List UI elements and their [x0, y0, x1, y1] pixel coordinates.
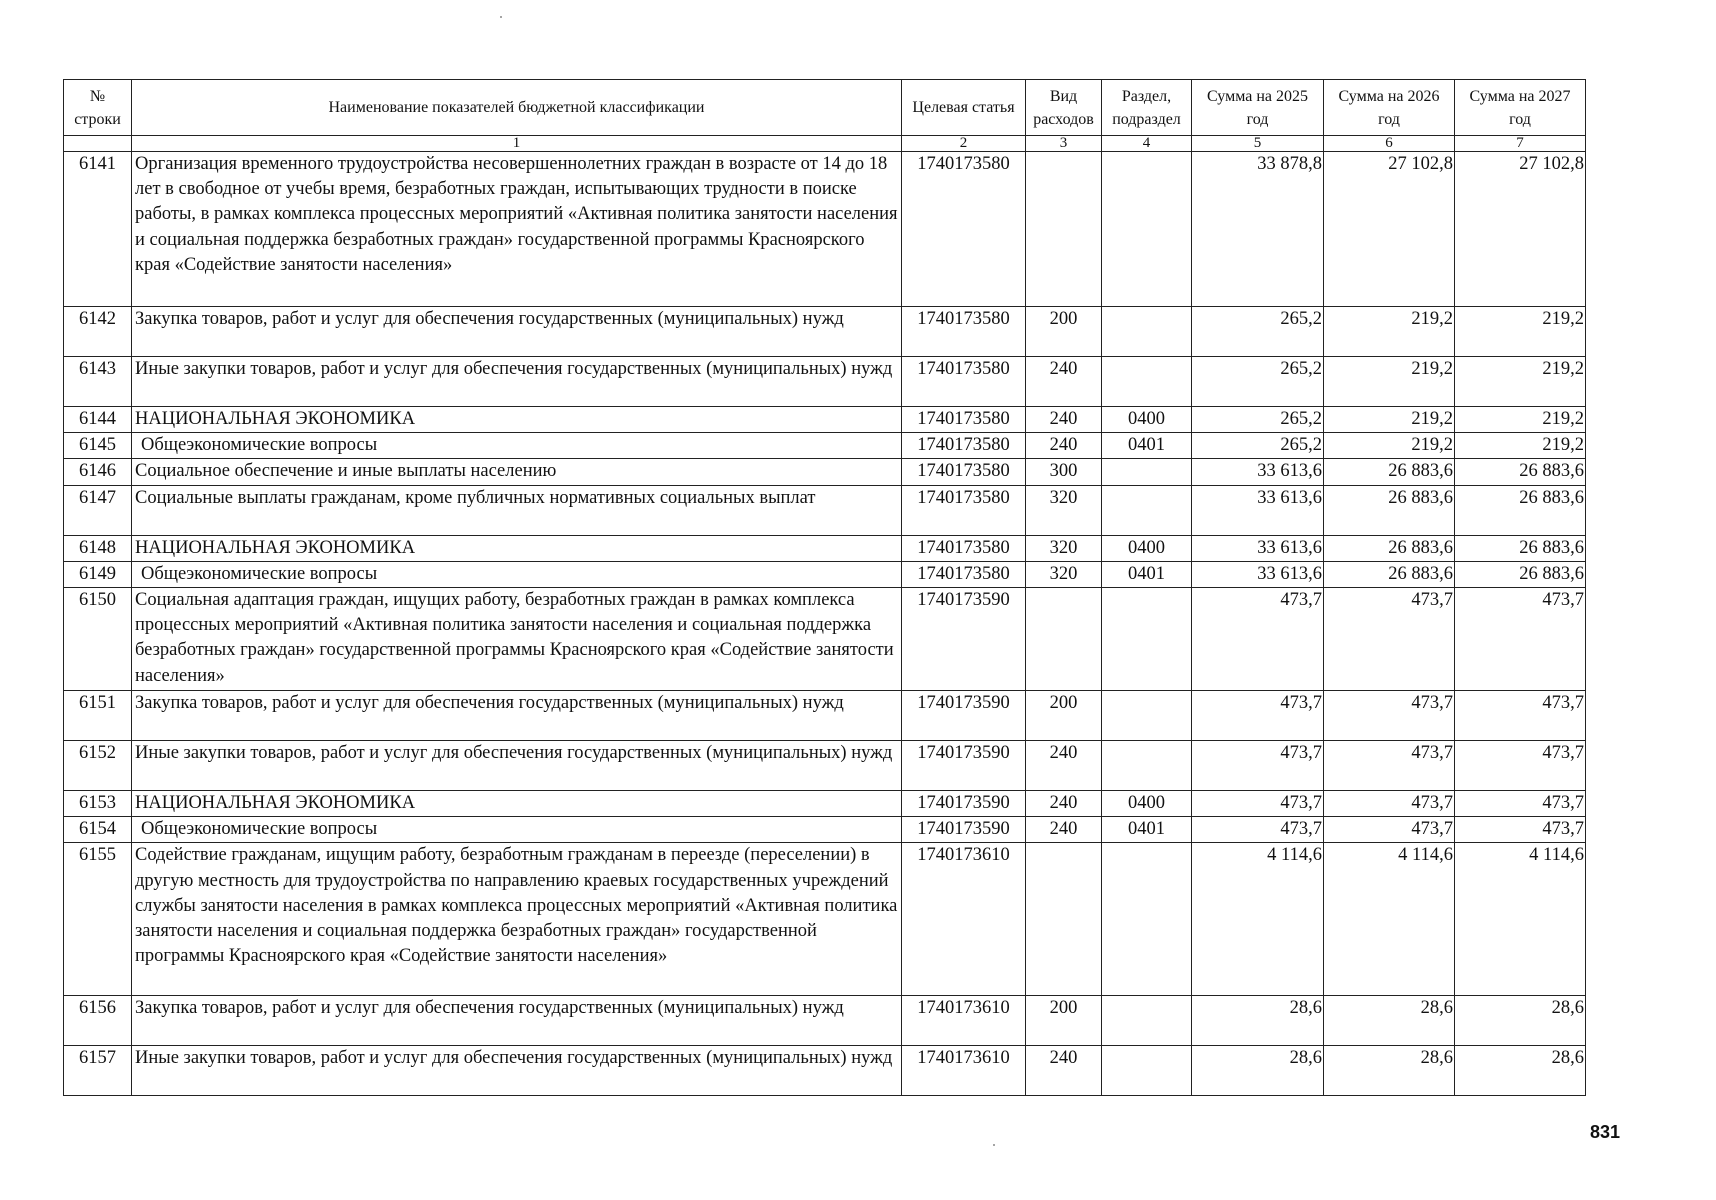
row-number: 6143 — [64, 357, 132, 407]
row-number: 6156 — [64, 996, 132, 1046]
row-sum-2027: 26 883,6 — [1455, 535, 1586, 561]
table-row — [64, 407, 1586, 433]
row-sum-2026: 219,2 — [1324, 357, 1455, 407]
row-sum-2026: 28,6 — [1324, 1046, 1455, 1096]
table-row — [64, 459, 1586, 485]
table-row — [64, 817, 1586, 843]
table-row — [64, 691, 1586, 741]
table-row — [64, 535, 1586, 561]
row-sum-2026: 26 883,6 — [1324, 459, 1455, 485]
table-body — [64, 152, 1586, 1096]
column-number: 3 — [1026, 136, 1102, 152]
row-target-code: 1740173580 — [902, 407, 1026, 433]
column-number: 7 — [1455, 136, 1586, 152]
row-section-code — [1102, 152, 1192, 307]
row-expense-type: 240 — [1026, 791, 1102, 817]
page-number: 831 — [1590, 1122, 1621, 1142]
scan-speck — [500, 16, 502, 18]
row-sum-2026: 26 883,6 — [1324, 485, 1455, 535]
table-row — [64, 433, 1586, 459]
row-sum-2027: 219,2 — [1455, 433, 1586, 459]
row-sum-2026: 219,2 — [1324, 433, 1455, 459]
row-sum-2025: 265,2 — [1192, 407, 1324, 433]
table-row — [64, 485, 1586, 535]
row-number: 6142 — [64, 307, 132, 357]
row-name: Закупка товаров, работ и услуг для обеспечения государственных (муниципальных) нужд — [132, 996, 902, 1046]
row-expense-type: 320 — [1026, 535, 1102, 561]
row-number: 6148 — [64, 535, 132, 561]
row-section-code — [1102, 459, 1192, 485]
row-name: Организация временного трудоустройства несовершеннолетних граждан в возрасте от 14 до 18 лет в свободное от учебы время, безработных граждан, испытывающих трудности в поиске работы, в рамках комплекса процессных мероприятий «Активная политика занятости населения и социальная поддержка безработных граждан» государственной программы Красноярского края «Содействие занятости населения» — [132, 152, 902, 307]
row-section-code: 0400 — [1102, 535, 1192, 561]
column-number: 5 — [1192, 136, 1324, 152]
row-target-code: 1740173590 — [902, 741, 1026, 791]
table-row — [64, 1046, 1586, 1096]
row-sum-2025: 473,7 — [1192, 588, 1324, 691]
row-section-code: 0400 — [1102, 407, 1192, 433]
row-expense-type — [1026, 152, 1102, 307]
row-target-code: 1740173590 — [902, 791, 1026, 817]
row-name: Социальная адаптация граждан, ищущих работу, безработных граждан в рамках комплекса процессных мероприятий «Активная политика занятости населения и социальная поддержка безработных граждан» государственной программы Красноярского края «Содействие занятости населения» — [132, 588, 902, 691]
row-sum-2025: 33 878,8 — [1192, 152, 1324, 307]
column-number: 4 — [1102, 136, 1192, 152]
header-sum-2026: Сумма на 2026 год — [1324, 80, 1455, 136]
row-section-code — [1102, 307, 1192, 357]
row-expense-type: 240 — [1026, 357, 1102, 407]
table-row — [64, 791, 1586, 817]
row-target-code: 1740173610 — [902, 996, 1026, 1046]
row-name: НАЦИОНАЛЬНАЯ ЭКОНОМИКА — [132, 535, 902, 561]
row-expense-type — [1026, 588, 1102, 691]
table-row — [64, 996, 1586, 1046]
column-number: 6 — [1324, 136, 1455, 152]
row-name: Иные закупки товаров, работ и услуг для обеспечения государственных (муниципальных) нужд — [132, 1046, 902, 1096]
row-sum-2027: 4 114,6 — [1455, 843, 1586, 996]
row-number: 6154 — [64, 817, 132, 843]
row-section-code — [1102, 691, 1192, 741]
row-sum-2025: 265,2 — [1192, 357, 1324, 407]
row-expense-type: 240 — [1026, 1046, 1102, 1096]
table-row — [64, 307, 1586, 357]
row-sum-2025: 473,7 — [1192, 691, 1324, 741]
row-sum-2025: 33 613,6 — [1192, 561, 1324, 587]
row-number: 6144 — [64, 407, 132, 433]
row-target-code: 1740173580 — [902, 152, 1026, 307]
header-section: Раздел, подраздел — [1102, 80, 1192, 136]
row-sum-2026: 27 102,8 — [1324, 152, 1455, 307]
row-sum-2025: 28,6 — [1192, 996, 1324, 1046]
row-sum-2026: 473,7 — [1324, 691, 1455, 741]
row-number: 6147 — [64, 485, 132, 535]
row-sum-2025: 4 114,6 — [1192, 843, 1324, 996]
row-sum-2025: 28,6 — [1192, 1046, 1324, 1096]
table-row — [64, 588, 1586, 691]
header-row — [64, 80, 1586, 136]
row-sum-2025: 33 613,6 — [1192, 535, 1324, 561]
row-target-code: 1740173580 — [902, 459, 1026, 485]
row-sum-2027: 26 883,6 — [1455, 459, 1586, 485]
row-sum-2027: 28,6 — [1455, 996, 1586, 1046]
row-target-code: 1740173580 — [902, 485, 1026, 535]
table-row — [64, 152, 1586, 307]
row-sum-2026: 28,6 — [1324, 996, 1455, 1046]
row-sum-2026: 26 883,6 — [1324, 535, 1455, 561]
row-number: 6151 — [64, 691, 132, 741]
table-header — [64, 80, 1586, 152]
row-sum-2027: 219,2 — [1455, 357, 1586, 407]
row-sum-2027: 27 102,8 — [1455, 152, 1586, 307]
row-sum-2025: 473,7 — [1192, 741, 1324, 791]
row-section-code — [1102, 996, 1192, 1046]
column-number: 2 — [902, 136, 1026, 152]
row-target-code: 1740173580 — [902, 307, 1026, 357]
row-sum-2027: 26 883,6 — [1455, 485, 1586, 535]
row-target-code: 1740173610 — [902, 1046, 1026, 1096]
row-section-code — [1102, 485, 1192, 535]
row-number: 6145 — [64, 433, 132, 459]
row-target-code: 1740173590 — [902, 691, 1026, 741]
row-section-code: 0400 — [1102, 791, 1192, 817]
row-name: Социальные выплаты гражданам, кроме публичных нормативных социальных выплат — [132, 485, 902, 535]
row-section-code: 0401 — [1102, 561, 1192, 587]
row-target-code: 1740173580 — [902, 561, 1026, 587]
row-target-code: 1740173590 — [902, 817, 1026, 843]
row-sum-2026: 473,7 — [1324, 741, 1455, 791]
row-number: 6157 — [64, 1046, 132, 1096]
scan-speck — [993, 1144, 995, 1146]
row-sum-2027: 219,2 — [1455, 307, 1586, 357]
row-sum-2026: 473,7 — [1324, 791, 1455, 817]
row-expense-type: 320 — [1026, 561, 1102, 587]
row-target-code: 1740173580 — [902, 357, 1026, 407]
header-name: Наименование показателей бюджетной классификации — [132, 80, 902, 136]
row-section-code — [1102, 357, 1192, 407]
row-expense-type: 240 — [1026, 741, 1102, 791]
row-sum-2027: 28,6 — [1455, 1046, 1586, 1096]
row-number: 6153 — [64, 791, 132, 817]
table-row — [64, 741, 1586, 791]
row-expense-type: 240 — [1026, 817, 1102, 843]
row-name: Содействие гражданам, ищущим работу, безработным гражданам в переезде (переселении) в другую местность для трудоустройства по направлению краевых государственных учреждений службы занятости населения в рамках комплекса процессных мероприятий «Активная политика занятости населения и социальная поддержка безработных граждан» государственной программы Красноярского края «Содействие занятости населения» — [132, 843, 902, 996]
row-sum-2026: 219,2 — [1324, 407, 1455, 433]
row-sum-2026: 473,7 — [1324, 588, 1455, 691]
row-number: 6146 — [64, 459, 132, 485]
row-sum-2027: 26 883,6 — [1455, 561, 1586, 587]
row-name: Закупка товаров, работ и услуг для обеспечения государственных (муниципальных) нужд — [132, 307, 902, 357]
column-number-row — [64, 136, 1586, 152]
row-sum-2025: 265,2 — [1192, 433, 1324, 459]
row-expense-type: 300 — [1026, 459, 1102, 485]
row-name: Иные закупки товаров, работ и услуг для обеспечения государственных (муниципальных) нужд — [132, 357, 902, 407]
column-number: 1 — [132, 136, 902, 152]
row-sum-2027: 219,2 — [1455, 407, 1586, 433]
row-number: 6141 — [64, 152, 132, 307]
row-target-code: 1740173590 — [902, 588, 1026, 691]
row-name: Социальное обеспечение и иные выплаты населению — [132, 459, 902, 485]
row-sum-2027: 473,7 — [1455, 791, 1586, 817]
header-sum-2027: Сумма на 2027 год — [1455, 80, 1586, 136]
row-sum-2026: 26 883,6 — [1324, 561, 1455, 587]
row-name: НАЦИОНАЛЬНАЯ ЭКОНОМИКА — [132, 407, 902, 433]
row-expense-type: 320 — [1026, 485, 1102, 535]
row-target-code: 1740173580 — [902, 535, 1026, 561]
row-sum-2026: 473,7 — [1324, 817, 1455, 843]
header-sum-2025: Сумма на 2025 год — [1192, 80, 1324, 136]
row-section-code: 0401 — [1102, 817, 1192, 843]
row-number: 6155 — [64, 843, 132, 996]
row-target-code: 1740173580 — [902, 433, 1026, 459]
row-name: Общеэкономические вопросы — [132, 433, 902, 459]
header-row-no: № строки — [64, 80, 132, 136]
row-target-code: 1740173610 — [902, 843, 1026, 996]
row-section-code — [1102, 1046, 1192, 1096]
row-sum-2027: 473,7 — [1455, 588, 1586, 691]
row-name: НАЦИОНАЛЬНАЯ ЭКОНОМИКА — [132, 791, 902, 817]
row-name: Общеэкономические вопросы — [132, 817, 902, 843]
row-sum-2027: 473,7 — [1455, 817, 1586, 843]
row-sum-2026: 219,2 — [1324, 307, 1455, 357]
table-row — [64, 843, 1586, 996]
row-expense-type: 240 — [1026, 433, 1102, 459]
column-number — [64, 136, 132, 152]
table-row — [64, 561, 1586, 587]
row-name: Иные закупки товаров, работ и услуг для обеспечения государственных (муниципальных) нужд — [132, 741, 902, 791]
row-section-code — [1102, 843, 1192, 996]
row-sum-2027: 473,7 — [1455, 691, 1586, 741]
row-sum-2025: 473,7 — [1192, 817, 1324, 843]
row-expense-type — [1026, 843, 1102, 996]
row-expense-type: 200 — [1026, 307, 1102, 357]
row-sum-2026: 4 114,6 — [1324, 843, 1455, 996]
row-sum-2027: 473,7 — [1455, 741, 1586, 791]
row-name: Общеэкономические вопросы — [132, 561, 902, 587]
row-sum-2025: 33 613,6 — [1192, 459, 1324, 485]
row-expense-type: 200 — [1026, 691, 1102, 741]
row-expense-type: 240 — [1026, 407, 1102, 433]
row-section-code — [1102, 741, 1192, 791]
row-expense-type: 200 — [1026, 996, 1102, 1046]
row-name: Закупка товаров, работ и услуг для обеспечения государственных (муниципальных) нужд — [132, 691, 902, 741]
row-number: 6150 — [64, 588, 132, 691]
budget-table — [63, 79, 1586, 1096]
row-number: 6149 — [64, 561, 132, 587]
row-sum-2025: 265,2 — [1192, 307, 1324, 357]
header-expense-type: Вид расходов — [1026, 80, 1102, 136]
row-sum-2025: 473,7 — [1192, 791, 1324, 817]
header-target: Целевая статья — [902, 80, 1026, 136]
row-sum-2025: 33 613,6 — [1192, 485, 1324, 535]
row-section-code — [1102, 588, 1192, 691]
table-row — [64, 357, 1586, 407]
row-number: 6152 — [64, 741, 132, 791]
row-section-code: 0401 — [1102, 433, 1192, 459]
